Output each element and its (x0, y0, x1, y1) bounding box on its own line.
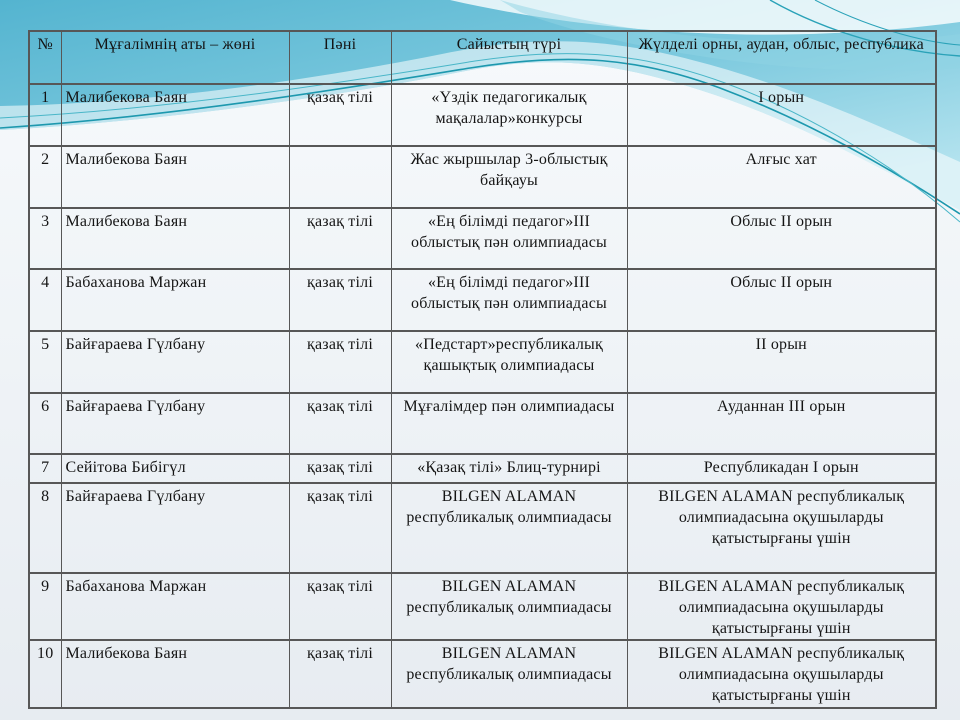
cell-teacher-name: Байғараева Гүлбану (61, 483, 289, 573)
cell-subject: қазақ тілі (289, 331, 391, 393)
cell-award-place: BILGEN ALAMAN республикалық олимпиадасына оқушыларды қатыстырғаны үшін (627, 483, 936, 573)
header-award-place: Жүлделі орны, аудан, облыс, республика (627, 31, 936, 84)
header-row (29, 31, 936, 84)
cell-competition-type: «Ең білімді педагог»ІІІ облыстық пән олимпиадасы (391, 208, 627, 269)
table-row (29, 573, 936, 640)
cell-subject: қазақ тілі (289, 393, 391, 454)
table-row (29, 331, 936, 393)
cell-teacher-name: Малибекова Баян (61, 84, 289, 146)
cell-award-place: ІІ орын (627, 331, 936, 393)
cell-number: 3 (29, 208, 61, 269)
cell-competition-type: «Үздік педагогикалық мақалалар»конкурсы (391, 84, 627, 146)
cell-award-place: Ауданнан ІІІ орын (627, 393, 936, 454)
cell-subject: қазақ тілі (289, 640, 391, 708)
cell-number: 2 (29, 146, 61, 208)
cell-number: 1 (29, 84, 61, 146)
cell-award-place: І орын (627, 84, 936, 146)
table-row (29, 640, 936, 708)
cell-competition-type: BILGEN ALAMAN республикалық олимпиадасы (391, 483, 627, 573)
table-row (29, 483, 936, 573)
cell-teacher-name: Малибекова Баян (61, 146, 289, 208)
cell-award-place: Республикадан І орын (627, 454, 936, 483)
cell-subject: қазақ тілі (289, 573, 391, 640)
table-row (29, 454, 936, 483)
table-row (29, 146, 936, 208)
cell-competition-type: BILGEN ALAMAN республикалық олимпиадасы (391, 640, 627, 708)
cell-teacher-name: Бабаханова Маржан (61, 269, 289, 331)
cell-teacher-name: Сейітова Бибігүл (61, 454, 289, 483)
cell-number: 8 (29, 483, 61, 573)
cell-competition-type: BILGEN ALAMAN республикалық олимпиадасы (391, 573, 627, 640)
cell-teacher-name: Бабаханова Маржан (61, 573, 289, 640)
cell-award-place: Облыс ІІ орын (627, 208, 936, 269)
cell-competition-type: Жас жыршылар 3-облыстық байқауы (391, 146, 627, 208)
header-competition-type: Сайыстың түрі (391, 31, 627, 84)
table-row (29, 269, 936, 331)
table-row (29, 393, 936, 454)
cell-teacher-name: Байғараева Гүлбану (61, 331, 289, 393)
header-subject: Пәні (289, 31, 391, 84)
cell-competition-type: «Ең білімді педагог»ІІІ облыстық пән олимпиадасы (391, 269, 627, 331)
cell-award-place: BILGEN ALAMAN республикалық олимпиадасына оқушыларды қатыстырғаны үшін (627, 640, 936, 708)
cell-award-place: BILGEN ALAMAN республикалық олимпиадасына оқушыларды қатыстырғаны үшін (627, 573, 936, 640)
cell-subject: қазақ тілі (289, 483, 391, 573)
cell-subject (289, 146, 391, 208)
cell-competition-type: «Қазақ тілі» Блиц-турнирі (391, 454, 627, 483)
cell-subject: қазақ тілі (289, 454, 391, 483)
cell-award-place: Облыс ІІ орын (627, 269, 936, 331)
cell-number: 10 (29, 640, 61, 708)
cell-number: 7 (29, 454, 61, 483)
cell-number: 5 (29, 331, 61, 393)
cell-subject: қазақ тілі (289, 269, 391, 331)
header-teacher-name: Мұғалімнің аты – жөні (61, 31, 289, 84)
cell-competition-type: Мұғалімдер пән олимпиадасы (391, 393, 627, 454)
table-row (29, 208, 936, 269)
teacher-awards-table (28, 30, 937, 709)
cell-number: 4 (29, 269, 61, 331)
cell-number: 6 (29, 393, 61, 454)
header-number: № (29, 31, 61, 84)
cell-teacher-name: Малибекова Баян (61, 208, 289, 269)
cell-teacher-name: Байғараева Гүлбану (61, 393, 289, 454)
cell-competition-type: «Педстарт»республикалық қашықтық олимпиадасы (391, 331, 627, 393)
cell-subject: қазақ тілі (289, 208, 391, 269)
cell-award-place: Алғыс хат (627, 146, 936, 208)
table-row (29, 84, 936, 146)
cell-number: 9 (29, 573, 61, 640)
cell-teacher-name: Малибекова Баян (61, 640, 289, 708)
cell-subject: қазақ тілі (289, 84, 391, 146)
